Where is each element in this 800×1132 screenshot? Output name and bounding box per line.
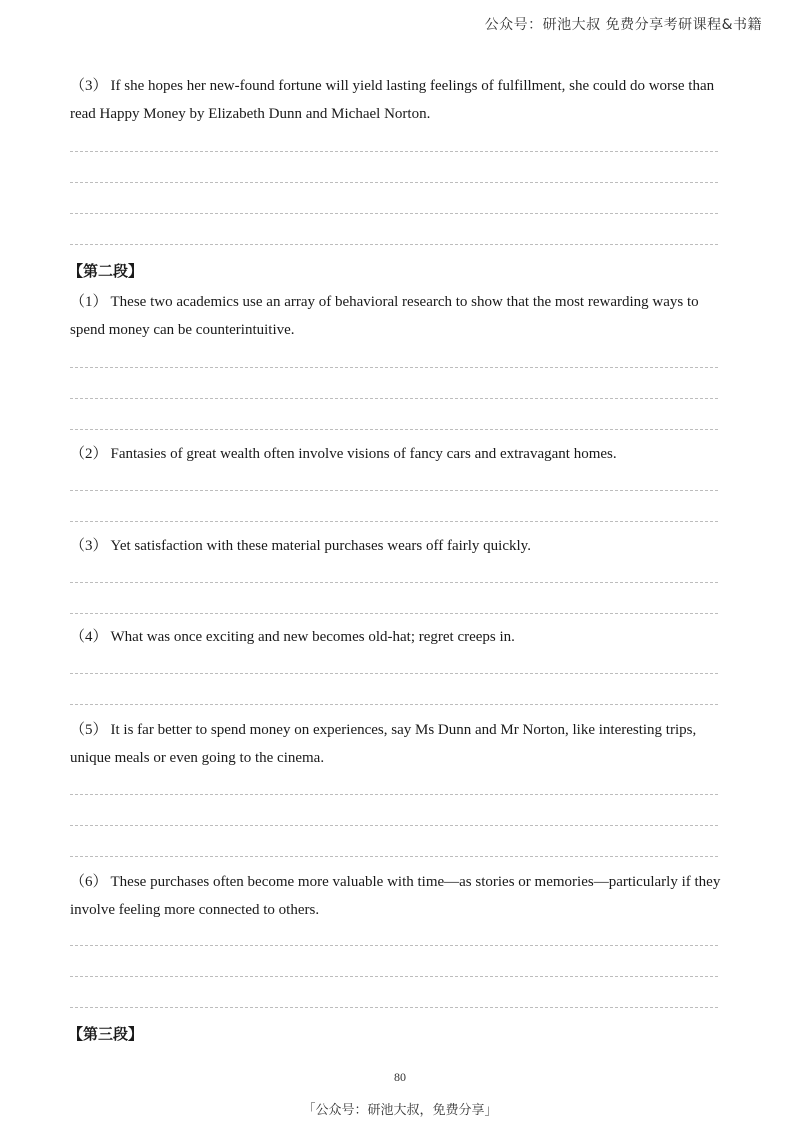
- answer-line: [70, 490, 718, 491]
- sentence-text: These purchases often become more valuable with time—as stories or memories—particularly if they involve feeling more connected to others.: [70, 874, 721, 918]
- answer-line: [70, 151, 718, 152]
- section-title-3: 【第三段】: [68, 1025, 144, 1043]
- page-footer: 「公众号：研池大叔，免费分享」: [302, 1103, 498, 1118]
- sentence-s1-3: [70, 72, 732, 128]
- section-title-2: 【第二段】: [68, 262, 144, 280]
- sentence-text: These two academics use an array of behavioral research to show that the most rewarding ways to spend money can be counterintuitive.: [70, 294, 699, 338]
- answer-line: [70, 794, 718, 795]
- page-number: 80: [394, 1070, 406, 1084]
- sentence-label: （4）: [70, 629, 108, 645]
- sentence-s2-1: [70, 288, 732, 344]
- sentence-label: （6）: [70, 874, 108, 890]
- sentence-label: （5）: [70, 722, 108, 738]
- sentence-text: Fantasies of great wealth often involve visions of fancy cars and extravagant homes.: [110, 446, 617, 462]
- answer-line: [70, 398, 718, 399]
- answer-line: [70, 673, 718, 674]
- answer-line: [70, 367, 718, 368]
- answer-line: [70, 613, 718, 614]
- answer-line: [70, 244, 718, 245]
- answer-line: [70, 825, 718, 826]
- answer-line: [70, 213, 718, 214]
- answer-line: [70, 856, 718, 857]
- sentence-s2-2: [70, 440, 732, 468]
- sentence-s2-6: [70, 868, 732, 924]
- sentence-text: If she hopes her new-found fortune will yield lasting feelings of fulfillment, she could do worse than read Happy Money by Elizabeth Dunn and Michael Norton.: [70, 78, 715, 122]
- sentence-text: It is far better to spend money on experiences, say Ms Dunn and Mr Norton, like interesting trips, unique meals or even going to the cinema.: [70, 722, 697, 766]
- sentence-s2-4: [70, 623, 732, 651]
- answer-line: [70, 429, 718, 430]
- answer-line: [70, 182, 718, 183]
- sentence-label: （2）: [70, 446, 108, 462]
- sentence-s2-5: [70, 716, 732, 772]
- answer-line: [70, 521, 718, 522]
- sentence-s2-3: [70, 532, 732, 560]
- page-header: 公众号：研池大叔 免费分享考研课程&书籍: [484, 17, 762, 33]
- answer-line: [70, 976, 718, 977]
- answer-line: [70, 1007, 718, 1008]
- sentence-text: Yet satisfaction with these material purchases wears off fairly quickly.: [110, 538, 531, 554]
- answer-line: [70, 704, 718, 705]
- sentence-label: （3）: [70, 538, 108, 554]
- sentence-text: What was once exciting and new becomes old-hat; regret creeps in.: [110, 629, 515, 645]
- answer-line: [70, 582, 718, 583]
- sentence-label: （1）: [70, 294, 108, 310]
- sentence-label: （3）: [70, 78, 108, 94]
- answer-line: [70, 945, 718, 946]
